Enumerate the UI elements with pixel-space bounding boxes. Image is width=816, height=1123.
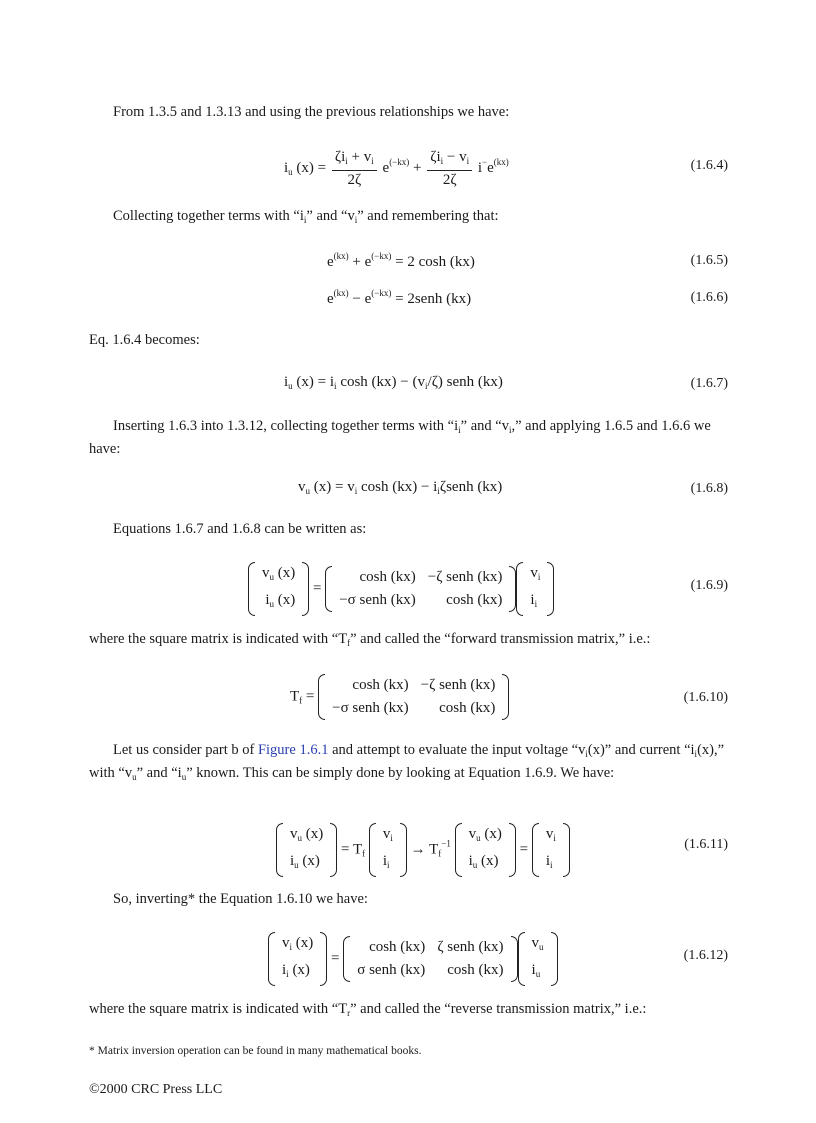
equation-body: $v_u$ (x) $i_u$ (x) = cosh (kx) −ζ senh (kx) −σ senh (kx) cosh (kx) $v_i$ $i_i$	[248, 562, 554, 616]
equation-number: (1.6.12)	[683, 948, 728, 963]
paragraph-inserting: Inserting 1.6.3 into 1.3.12, collecting together terms with “$i_i$” and “$v_i$,” and applying 1.6.5 and 1.6.6 we have:	[89, 418, 711, 457]
equation-body: $e^{(kx)} - e^{(-kx)}$ = 2senh (kx)	[327, 288, 472, 307]
equation-1-6-8	[0, 479, 816, 496]
footnote: * Matrix inversion operation can be found in many mathematical books.	[89, 1045, 422, 1057]
equation-number: (1.6.6)	[690, 290, 728, 305]
equation-number: (1.6.4)	[690, 158, 728, 173]
equation-number: (1.6.5)	[690, 253, 728, 268]
equation-1-6-10	[0, 674, 816, 716]
equation-1-6-12	[0, 932, 816, 979]
equation-body: $i_u$ $(x) = i_i$ $\cosh (kx) - (v_i/\zeta)$ senh (kx)	[284, 374, 503, 391]
equation-1-6-11	[0, 823, 816, 870]
equation-number: (1.6.10)	[683, 690, 728, 705]
equation-number: (1.6.8)	[690, 481, 728, 496]
equation-number: (1.6.9)	[690, 578, 728, 593]
equation-1-6-6	[0, 288, 816, 307]
equation-1-6-7	[0, 374, 816, 391]
paragraph-reverse-matrix: where the square matrix is indicated with “$T_r$” and called the “reverse transmission matrix,” i.e.:	[89, 1001, 647, 1018]
paragraph-forward-matrix: where the square matrix is indicated with “$T_f$” and called the “forward transmission matrix,” i.e.:	[89, 631, 651, 648]
equation-1-6-9	[0, 562, 816, 609]
equation-body: $e^{(kx)} + e^{(-kx)} = 2$ cosh (kx)	[327, 251, 475, 270]
paragraph-collecting: Collecting together terms with “$i_i$” and “$v_i$” and remembering that:	[113, 208, 499, 225]
equation-body: $i_u$ (x) = $\zeta i_i + v_i$ 2ζ $e^{(-kx)}$ + $\zeta i_i - v_i$ 2ζ $i^-e^{(kx)}$	[284, 149, 509, 188]
copyright: ©2000 CRC Press LLC	[89, 1082, 223, 1097]
figure-link[interactable]: Figure 1.6.1	[257, 742, 329, 758]
equation-body: $T_f$ = cosh (kx) −ζ senh (kx) −σ senh (kx) cosh (kx)	[290, 674, 509, 720]
paragraph-consider-part-b: Let us consider part b of Figure 1.6.1 and attempt to evaluate the input voltage “$v_i(x)$” and current “$i_i(x)$,” with “$v_u$” and “$i_u$” known. This can be simply done by looking at Equation 1.6.9. We have:	[89, 742, 725, 782]
equation-number: (1.6.11)	[684, 837, 728, 852]
equation-body: $v_u$ $(x) = v_i$ $\cosh (kx) - i_i\zeta senh$ (kx)	[298, 479, 503, 496]
equation-body: $v_u$ (x) $i_u$ (x) = $T_f$ $v_i$ $i_i$ → $T_f^{-1}$ $v_u$ (x) $i_u$ (x) = $v_i$ $i_i$	[276, 823, 570, 877]
paragraph-eq-becomes: Eq. 1.6.4 becomes:	[89, 332, 200, 348]
equation-1-6-5	[0, 251, 816, 270]
equation-number: (1.6.7)	[690, 376, 728, 391]
equation-body: $v_i$ (x) $i_i$ (x) = cosh (kx) ζ senh (kx) σ senh (kx) cosh (kx) $v_u$ $i_u$	[268, 932, 558, 986]
paragraph-intro: From 1.3.5 and 1.3.13 and using the previous relationships we have:	[113, 104, 510, 120]
paragraph-inverting: So, inverting* the Equation 1.6.10 we have:	[113, 891, 368, 907]
equation-1-6-4	[0, 148, 816, 188]
paragraph-equations-written: Equations 1.6.7 and 1.6.8 can be written as:	[113, 521, 367, 537]
